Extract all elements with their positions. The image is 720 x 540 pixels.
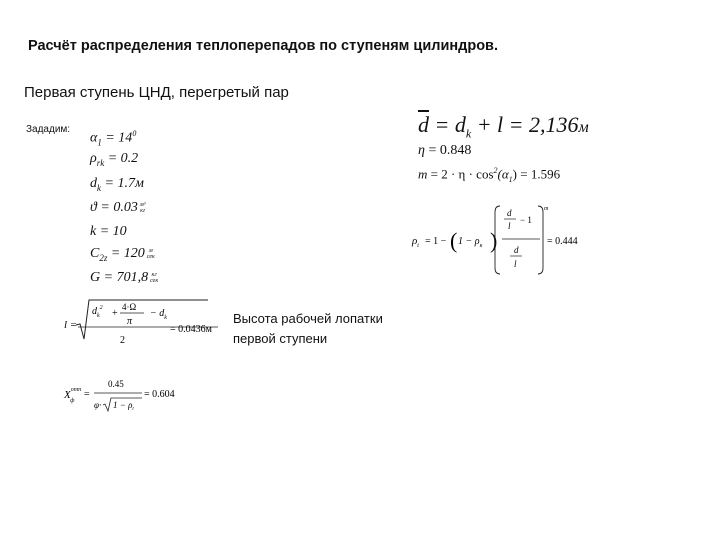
rho-t-bottom-d: d (514, 245, 519, 255)
formula-l-plus: + (112, 308, 118, 319)
page-title: Расчёт распределения теплоперепадов по ступеням цилиндров. (28, 38, 498, 54)
rho-t-paren-open: ( (450, 228, 458, 253)
given-theta: ϑ = 0.03 м³ кг (90, 200, 146, 215)
formula-x-result: = 0.604 (144, 389, 175, 400)
formula-x-phi: φ· (94, 400, 102, 410)
rho-t-lhs: $\rho_t$ (412, 235, 419, 249)
formula-l-dk: $d_k^2$ (92, 305, 103, 319)
blade-height-note: Высота рабочей лопатки первой ступени (233, 311, 383, 346)
rho-t-paren-close: ) (490, 228, 498, 253)
formula-optimal-x (62, 372, 192, 417)
rho-t-minus-one: − 1 (520, 215, 532, 225)
rho-t-result: = 0.444 (547, 236, 578, 247)
formula-x-root: $1 - \rho_t$ (113, 400, 134, 412)
rho-t-expr: = 1 − (425, 236, 447, 247)
formula-mean-diameter: $\overline{d} = d_k + l = 2,136м$ (418, 112, 589, 141)
section-subtitle: Первая ступень ЦНД, перегретый пар (24, 84, 289, 101)
given-c2z: $C_{2z} = 120$ м сек (90, 246, 155, 263)
rho-t-bottom-l: l (514, 259, 517, 269)
formula-l-lhs: l = (64, 319, 78, 331)
formula-blade-height (58, 294, 228, 352)
given-g: G = 701,8 кг сек (90, 270, 159, 285)
formula-l-minus-dk: − $d_k$ (150, 308, 167, 321)
given-label: Зададим: (26, 124, 71, 135)
formula-x-lhs: $X^{опт}$ ф (64, 387, 82, 404)
rho-t-exponent: m (544, 206, 549, 212)
rho-t-top-l: l (508, 221, 511, 231)
formula-x-numerator: 0.45 (108, 379, 124, 389)
formula-l-numerator: 4·Ω (122, 302, 137, 312)
rho-t-top-d: d (507, 208, 512, 218)
given-dk: $d_k = 1.7м$ (90, 176, 144, 193)
formula-m: $m = 2 \cdot \eta \cdot \cos^2(\alpha_1) = 1.596$ (418, 166, 561, 184)
given-alpha: $\alpha_1 = 14^0$ (90, 129, 137, 148)
given-rho: $\rho_{rk} = 0.2$ (90, 151, 139, 168)
formula-eta: η = 0.848 (418, 143, 472, 158)
formula-l-denominator: 2 (120, 335, 125, 346)
formula-l-result: = 0.0436м (170, 324, 212, 335)
rho-t-one-minus: $1 - \rho_к$ (458, 236, 483, 249)
formula-rho-t (410, 202, 578, 280)
formula-x-eq: = (84, 389, 90, 400)
given-k: k = 10 (90, 224, 127, 239)
formula-l-pi: π (127, 316, 133, 327)
